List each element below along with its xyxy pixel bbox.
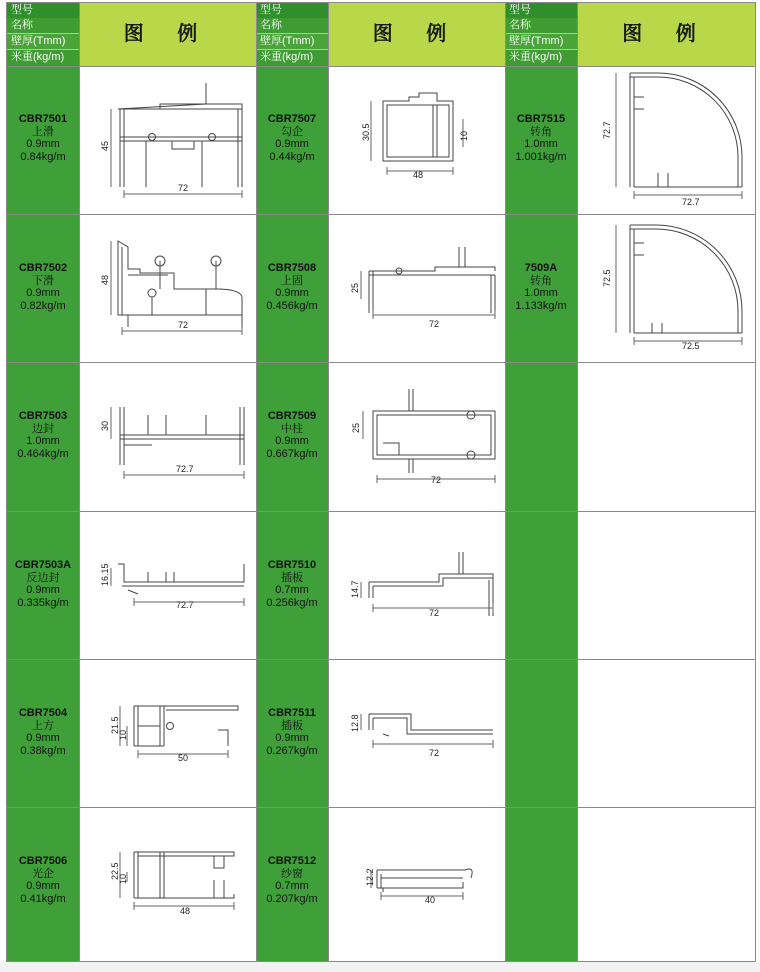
divider <box>7 659 755 660</box>
unit-weight: 0.456kg/m <box>266 299 318 312</box>
dim-height: 12.8 <box>350 714 360 732</box>
dim-width: 72.7 <box>176 600 194 610</box>
profile-diagram-cbr7506 <box>94 820 250 945</box>
dim-height: 25 <box>351 422 361 433</box>
unit-weight: 0.267kg/m <box>266 744 318 757</box>
dim-height: 21.5 <box>110 716 120 734</box>
spec-block <box>505 262 577 312</box>
header-label-weight: 米重(kg/m) <box>7 50 79 66</box>
spec-block <box>7 855 79 905</box>
spec-block <box>256 410 328 460</box>
model-code: CBR7502 <box>18 262 68 274</box>
header-diagram-title: 图 例 <box>622 23 710 45</box>
profile-diagram-cbr7503a <box>94 524 250 649</box>
divider <box>7 807 755 808</box>
wall-thickness: 0.9mm <box>26 880 60 892</box>
unit-weight: 0.44kg/m <box>269 150 315 163</box>
unit-weight: 0.207kg/m <box>266 892 318 905</box>
spec-block <box>256 855 328 905</box>
spec-block <box>256 113 328 163</box>
wall-thickness: 1.0mm <box>26 435 60 447</box>
spec-block <box>505 113 577 163</box>
part-name: 插板 <box>281 571 303 584</box>
profile-diagram-cbr7507 <box>343 79 503 204</box>
part-name: 勾企 <box>281 125 303 138</box>
part-name: 插板 <box>281 719 303 732</box>
dim-height: 48 <box>100 274 110 285</box>
model-code: CBR7508 <box>267 262 317 274</box>
part-name: 纱窗 <box>281 867 303 880</box>
header-label-column <box>256 3 328 66</box>
divider <box>7 362 755 363</box>
unit-weight: 0.41kg/m <box>20 892 66 905</box>
profile-diagram-cbr7508 <box>343 227 503 352</box>
model-code: CBR7507 <box>267 113 317 125</box>
dim-depth: 10 <box>118 873 128 884</box>
spec-column-1 <box>7 66 79 961</box>
divider <box>577 3 578 961</box>
profile-diagram-cbr7515 <box>592 69 752 209</box>
profile-diagram-7509a <box>592 219 752 354</box>
unit-weight: 0.82kg/m <box>20 299 66 312</box>
profile-table <box>6 2 756 962</box>
part-name: 中柱 <box>281 422 303 435</box>
header-label-model: 型号 <box>256 3 328 18</box>
dim-height: 22.5 <box>110 862 120 880</box>
spec-block <box>7 707 79 757</box>
unit-weight: 0.256kg/m <box>266 596 318 609</box>
dim-height: 30.5 <box>361 123 371 141</box>
spec-block <box>7 559 79 609</box>
dim-depth: 10 <box>459 130 469 141</box>
wall-thickness: 1.0mm <box>524 138 558 150</box>
wall-thickness: 0.9mm <box>275 435 309 447</box>
dim-width: 72 <box>429 319 440 329</box>
header-label-weight: 米重(kg/m) <box>505 50 577 66</box>
spec-block <box>7 113 79 163</box>
profile-diagram-cbr7511 <box>343 672 503 797</box>
part-name: 反边封 <box>26 571 60 584</box>
dim-width: 40 <box>425 895 436 905</box>
dim-height: 45 <box>100 140 110 151</box>
unit-weight: 0.464kg/m <box>17 447 69 460</box>
profile-diagram-cbr7510 <box>343 524 503 649</box>
part-name: 下滑 <box>32 274 54 287</box>
model-code: CBR7506 <box>18 855 68 867</box>
dim-depth: 10 <box>118 729 128 740</box>
dim-width: 72 <box>429 748 440 758</box>
model-code: CBR7504 <box>18 707 68 719</box>
profile-diagram-cbr7512 <box>343 820 503 945</box>
wall-thickness: 1.0mm <box>524 287 558 299</box>
header-label-weight: 米重(kg/m) <box>256 50 328 66</box>
dim-height: 72.5 <box>602 269 612 287</box>
unit-weight: 0.335kg/m <box>17 596 69 609</box>
part-name: 转角 <box>530 125 552 138</box>
wall-thickness: 0.9mm <box>275 138 309 150</box>
spec-block <box>256 707 328 757</box>
divider <box>79 3 80 961</box>
model-code: CBR7501 <box>18 113 68 125</box>
wall-thickness: 0.7mm <box>275 880 309 892</box>
model-code: 7509A <box>524 262 558 274</box>
header-label-name: 名称 <box>7 18 79 33</box>
part-name: 上固 <box>281 274 303 287</box>
spec-column-2 <box>256 66 328 961</box>
part-name: 转角 <box>530 274 552 287</box>
header-label-model: 型号 <box>7 3 79 18</box>
dim-width: 48 <box>413 170 424 180</box>
part-name: 上方 <box>32 719 54 732</box>
header-diagram-title: 图 例 <box>123 23 212 45</box>
wall-thickness: 0.9mm <box>275 287 309 299</box>
divider <box>7 66 755 67</box>
bottom-edge <box>0 962 760 972</box>
divider <box>7 214 755 215</box>
unit-weight: 0.667kg/m <box>266 447 318 460</box>
header-label-name: 名称 <box>505 18 577 33</box>
spec-block <box>256 559 328 609</box>
profile-diagram-cbr7502 <box>94 227 250 352</box>
spec-block <box>256 262 328 312</box>
model-code: CBR7509 <box>267 410 317 422</box>
model-code: CBR7503A <box>14 559 72 571</box>
table-header <box>7 3 755 66</box>
dim-width: 72.5 <box>682 341 700 351</box>
unit-weight: 1.133kg/m <box>515 299 567 312</box>
spec-block <box>7 410 79 460</box>
unit-weight: 1.001kg/m <box>515 150 567 163</box>
header-diagram-title: 图 例 <box>372 23 461 45</box>
model-code: CBR7510 <box>267 559 317 571</box>
profile-diagram-cbr7504 <box>94 672 250 797</box>
dim-width: 72 <box>431 475 442 485</box>
wall-thickness: 0.9mm <box>26 287 60 299</box>
profile-diagram-cbr7509 <box>343 375 503 500</box>
part-name: 上滑 <box>32 125 54 138</box>
dim-width: 72.7 <box>176 464 194 474</box>
header-label-column <box>505 3 577 66</box>
model-code: CBR7503 <box>18 410 68 422</box>
dim-width: 72 <box>178 320 189 330</box>
wall-thickness: 0.9mm <box>26 584 60 596</box>
divider <box>7 511 755 512</box>
model-code: CBR7515 <box>516 113 566 125</box>
dim-width: 50 <box>178 753 189 763</box>
header-label-column <box>7 3 79 66</box>
part-name: 边封 <box>32 422 54 435</box>
unit-weight: 0.84kg/m <box>20 150 66 163</box>
dim-height: 72.7 <box>602 121 612 139</box>
model-code: CBR7511 <box>268 707 316 719</box>
header-label-thickness: 壁厚(Tmm) <box>505 34 577 49</box>
unit-weight: 0.38kg/m <box>20 744 66 757</box>
divider <box>328 3 329 961</box>
wall-thickness: 0.9mm <box>26 732 60 744</box>
header-label-model: 型号 <box>505 3 577 18</box>
dim-width: 48 <box>180 906 191 916</box>
header-label-thickness: 壁厚(Tmm) <box>256 34 328 49</box>
spec-column-3 <box>505 66 577 961</box>
part-name: 光企 <box>32 867 54 880</box>
profile-diagram-cbr7503 <box>94 375 250 500</box>
header-label-thickness: 壁厚(Tmm) <box>7 34 79 49</box>
wall-thickness: 0.9mm <box>26 138 60 150</box>
dim-width: 72.7 <box>682 197 700 207</box>
profile-diagram-cbr7501 <box>94 79 250 204</box>
model-code: CBR7512 <box>267 855 317 867</box>
dim-height: 12.2 <box>365 868 375 886</box>
dim-height: 25 <box>350 282 360 293</box>
dim-height: 30 <box>100 420 110 431</box>
spec-block <box>7 262 79 312</box>
dim-height: 14.7 <box>350 580 360 598</box>
wall-thickness: 0.7mm <box>275 584 309 596</box>
header-label-name: 名称 <box>256 18 328 33</box>
dim-width: 72 <box>429 608 440 618</box>
dim-width: 72 <box>178 183 189 193</box>
dim-height: 16.15 <box>100 563 110 586</box>
wall-thickness: 0.9mm <box>275 732 309 744</box>
